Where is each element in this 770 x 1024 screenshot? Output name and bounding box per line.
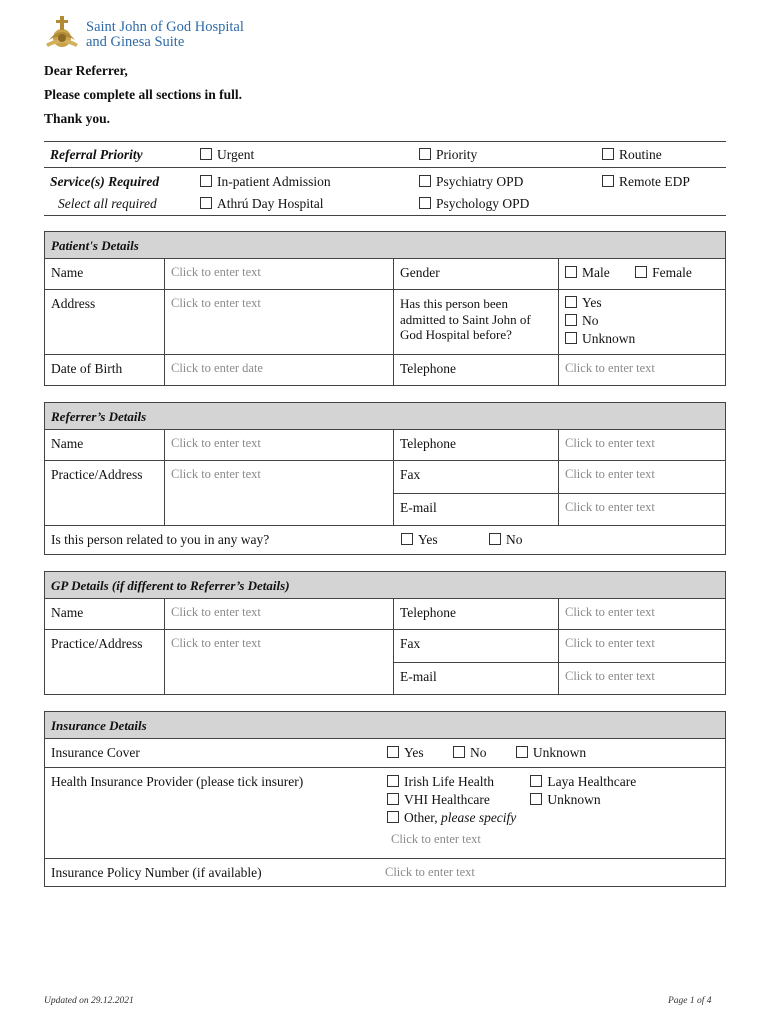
checkbox[interactable] — [401, 533, 413, 545]
service-psychiatry-option[interactable] — [419, 174, 523, 190]
option-label: Priority — [436, 147, 478, 162]
patient-address-input[interactable]: Click to enter text — [164, 290, 393, 354]
checkbox[interactable] — [565, 296, 577, 308]
field-label: Practice/Address — [51, 636, 143, 651]
checkbox[interactable] — [387, 793, 399, 805]
instruction: Please complete all sections in full. — [44, 87, 242, 102]
checkbox[interactable] — [635, 266, 647, 278]
gp-name-row — [45, 599, 725, 630]
patient-telephone-input[interactable]: Click to enter text — [558, 355, 726, 385]
related-yes-option[interactable] — [401, 532, 438, 547]
admitted-yes-option[interactable] — [565, 294, 720, 312]
related-question: Is this person related to you in any way? — [51, 532, 270, 547]
admitted-question: Has this person been admitted to Saint John of God Hospital before? — [393, 290, 558, 354]
service-remote-edp-option[interactable] — [602, 174, 690, 190]
provider-options — [381, 768, 726, 858]
service-inpatient-option[interactable] — [200, 174, 331, 190]
option-label: Laya Healthcare — [547, 774, 637, 789]
option-label: Other, — [404, 810, 438, 825]
field-label: Telephone — [393, 355, 558, 385]
field-label: Practice/Address — [51, 467, 143, 482]
option-label: No — [470, 745, 487, 760]
option-label: Urgent — [217, 147, 255, 162]
gp-practice-input[interactable]: Click to enter text — [164, 630, 393, 694]
option-label: Athrú Day Hospital — [217, 196, 324, 211]
field-label: Telephone — [393, 430, 558, 460]
patient-address-row — [45, 290, 725, 355]
referrer-related-row — [45, 526, 725, 554]
admitted-unknown-option[interactable] — [565, 330, 720, 348]
checkbox[interactable] — [200, 197, 212, 209]
priority-urgent-option[interactable] — [200, 147, 254, 163]
service-psychology-option[interactable] — [419, 196, 529, 212]
services-required-sublabel: Select all required — [58, 196, 157, 211]
checkbox[interactable] — [565, 266, 577, 278]
section-title: Referrer’s Details — [45, 403, 725, 430]
field-label: Address — [51, 296, 96, 311]
field-label: Date of Birth — [51, 361, 123, 376]
provider-other-option[interactable] — [387, 809, 720, 827]
provider-other-input[interactable]: Click to enter text — [391, 832, 481, 846]
section-title: Patient's Details — [45, 232, 725, 259]
referrer-telephone-input[interactable]: Click to enter text — [558, 430, 726, 460]
updated-date: Updated on 29.12.2021 — [44, 996, 134, 1006]
patient-details-section — [44, 231, 726, 386]
option-label: Unknown — [547, 792, 601, 807]
field-label: Gender — [393, 259, 558, 289]
patient-dob-row — [45, 355, 725, 385]
gp-practice-row — [45, 630, 725, 694]
admitted-no-option[interactable] — [565, 312, 720, 330]
field-label: Name — [51, 265, 84, 280]
field-label: Health Insurance Provider (please tick insurer) — [51, 774, 304, 789]
checkbox[interactable] — [565, 314, 577, 326]
provider-laya-option[interactable] — [530, 774, 636, 789]
checkbox[interactable] — [387, 811, 399, 823]
field-label: Fax — [393, 630, 558, 663]
gp-fax-input[interactable]: Click to enter text — [558, 630, 726, 663]
option-label: Remote EDP — [619, 174, 690, 189]
divider — [44, 141, 726, 142]
field-label: Insurance Policy Number (if available) — [51, 865, 262, 880]
cover-yes-option[interactable] — [387, 745, 424, 760]
provider-vhi-option[interactable] — [387, 791, 527, 809]
gender-male-option[interactable] — [565, 265, 610, 280]
checkbox[interactable] — [565, 332, 577, 344]
option-label: Psychology OPD — [436, 196, 530, 211]
gp-name-input[interactable]: Click to enter text — [164, 599, 393, 629]
insurance-cover-row — [45, 739, 725, 768]
cover-options — [381, 739, 726, 767]
section-title: Insurance Details — [45, 712, 725, 739]
option-label: VHI Healthcare — [404, 792, 490, 807]
cover-no-option[interactable] — [453, 745, 487, 760]
field-label: Insurance Cover — [51, 745, 140, 760]
crest-icon — [42, 14, 82, 52]
hospital-name-line1: Saint John of God Hospital — [86, 19, 244, 35]
hospital-name-line2: and Ginesa Suite — [86, 34, 185, 50]
thanks: Thank you. — [44, 111, 111, 126]
patient-dob-input[interactable]: Click to enter date — [164, 355, 393, 385]
checkbox[interactable] — [419, 175, 431, 187]
checkbox[interactable] — [200, 148, 212, 160]
checkbox[interactable] — [602, 175, 614, 187]
checkbox[interactable] — [387, 746, 399, 758]
insurance-policy-row — [45, 859, 725, 887]
checkbox[interactable] — [489, 533, 501, 545]
related-options — [395, 526, 726, 554]
gp-telephone-input[interactable]: Click to enter text — [558, 599, 726, 629]
option-hint: please specify — [440, 810, 517, 825]
priority-routine-option[interactable] — [602, 147, 662, 163]
page-number: Page 1 of 4 — [668, 996, 712, 1006]
referrer-name-input[interactable]: Click to enter text — [164, 430, 393, 460]
insurance-details-section — [44, 711, 726, 887]
option-label: Male — [582, 265, 610, 280]
option-label: Routine — [619, 147, 662, 162]
referrer-details-section — [44, 402, 726, 555]
gender-female-option[interactable] — [635, 265, 692, 280]
divider — [44, 167, 726, 168]
insurance-provider-row — [45, 768, 725, 859]
policy-number-input[interactable]: Click to enter text — [385, 865, 475, 879]
services-required-label: Service(s) Required — [50, 174, 160, 189]
option-label: Unknown — [582, 331, 636, 346]
option-label: In-patient Admission — [217, 174, 331, 189]
checkbox[interactable] — [419, 197, 431, 209]
gp-email-input[interactable]: Click to enter text — [558, 663, 726, 694]
referrer-email-input[interactable]: Click to enter text — [558, 494, 726, 525]
referrer-fax-input[interactable]: Click to enter text — [558, 461, 726, 494]
checkbox[interactable] — [602, 148, 614, 160]
service-athru-option[interactable] — [200, 196, 323, 212]
priority-priority-option[interactable] — [419, 147, 477, 163]
referrer-practice-row — [45, 461, 725, 526]
checkbox[interactable] — [516, 746, 528, 758]
checkbox[interactable] — [200, 175, 212, 187]
field-label: Telephone — [393, 599, 558, 629]
checkbox[interactable] — [419, 148, 431, 160]
patient-name-row — [45, 259, 725, 290]
referrer-name-row — [45, 430, 725, 461]
field-label: Name — [51, 605, 84, 620]
field-label: E-mail — [393, 663, 558, 694]
checkbox[interactable] — [453, 746, 465, 758]
option-label: Yes — [404, 745, 424, 760]
referrer-practice-input[interactable]: Click to enter text — [164, 461, 393, 525]
provider-unknown-option[interactable] — [530, 792, 600, 807]
gender-options — [558, 259, 726, 289]
gp-details-section — [44, 571, 726, 695]
checkbox[interactable] — [530, 775, 542, 787]
divider — [44, 215, 726, 216]
cover-unknown-option[interactable] — [516, 745, 586, 760]
checkbox[interactable] — [530, 793, 542, 805]
option-label: Yes — [418, 532, 438, 547]
greeting: Dear Referrer, — [44, 63, 128, 78]
option-label: Female — [652, 265, 692, 280]
field-label: E-mail — [393, 494, 558, 525]
referral-priority-label: Referral Priority — [50, 147, 143, 162]
checkbox[interactable] — [387, 775, 399, 787]
field-label: Name — [51, 436, 84, 451]
provider-irish-life-option[interactable] — [387, 773, 527, 791]
related-no-option[interactable] — [489, 532, 523, 547]
option-label: No — [506, 532, 523, 547]
patient-name-input[interactable]: Click to enter text — [164, 259, 393, 289]
option-label: No — [582, 313, 599, 328]
admitted-options — [558, 290, 726, 354]
field-label: Fax — [393, 461, 558, 494]
section-title: GP Details (if different to Referrer’s Details) — [45, 572, 725, 599]
hospital-name — [86, 20, 244, 50]
option-label: Irish Life Health — [404, 774, 494, 789]
option-label: Unknown — [532, 745, 587, 760]
option-label: Psychiatry OPD — [436, 174, 524, 189]
option-label: Yes — [582, 295, 602, 310]
